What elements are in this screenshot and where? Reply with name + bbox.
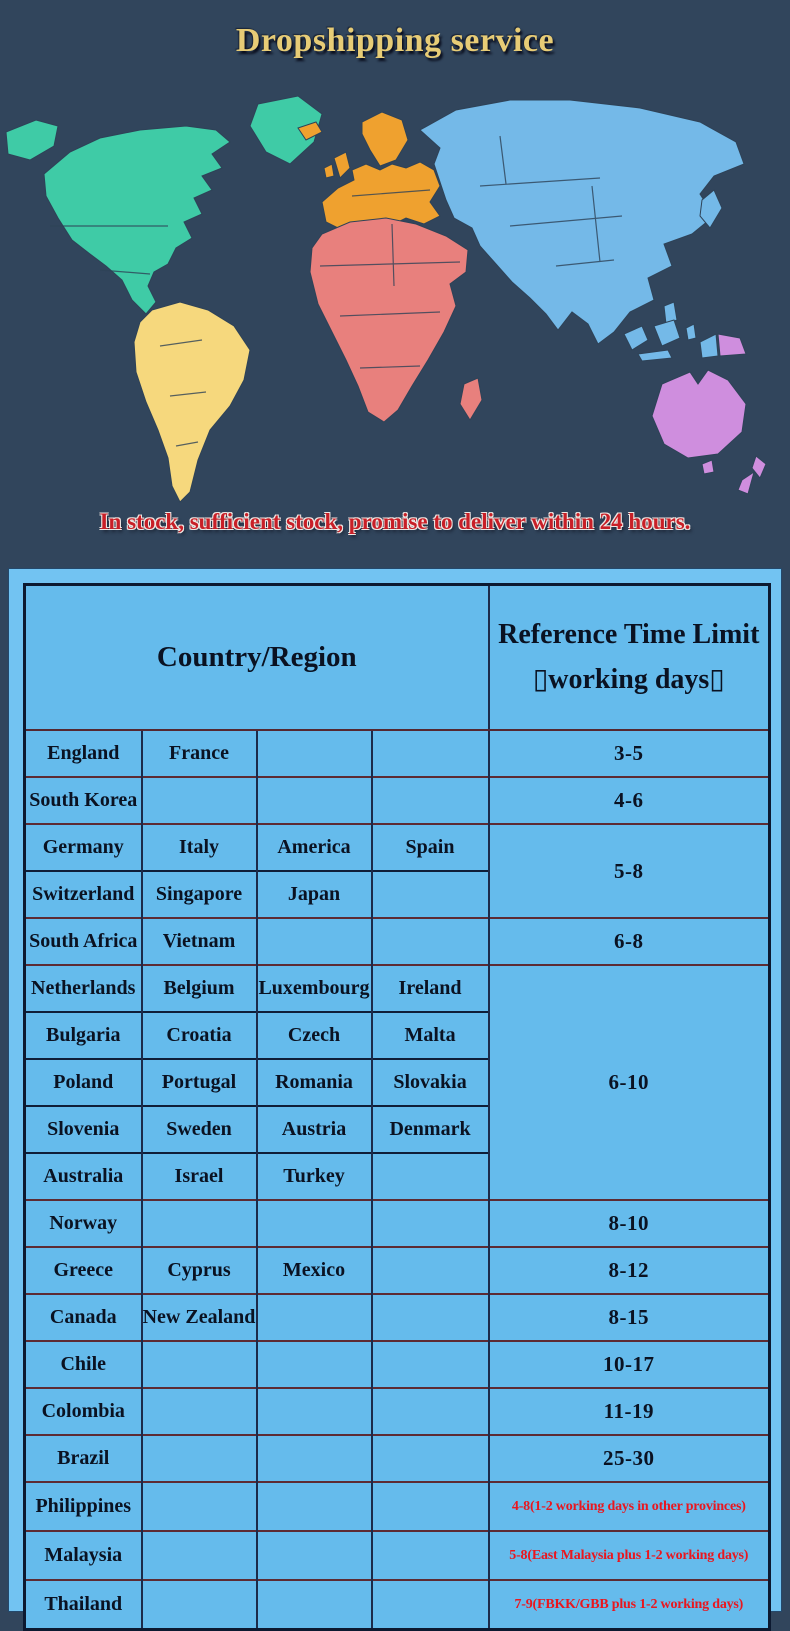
- country-cell: [142, 1531, 257, 1580]
- time-limit-cell: 8-10: [489, 1200, 770, 1247]
- country-cell: Colombia: [25, 1388, 142, 1435]
- country-cell: [257, 1200, 372, 1247]
- continent-north-america: [6, 96, 322, 314]
- time-limit-cell: 8-12: [489, 1247, 770, 1294]
- country-cell: Czech: [257, 1012, 372, 1059]
- time-limit-header-line2: ▯working days▯: [532, 663, 725, 695]
- time-limit-cell: 7-9(FBKK/GBB plus 1-2 working days): [489, 1580, 770, 1630]
- country-cell: Croatia: [142, 1012, 257, 1059]
- country-cell: [372, 1341, 489, 1388]
- country-cell: [372, 871, 489, 918]
- time-limit-cell: 4-8(1-2 working days in other provinces): [489, 1482, 770, 1531]
- country-cell: Italy: [142, 824, 257, 871]
- world-map: [0, 66, 790, 511]
- country-cell: [372, 1435, 489, 1482]
- country-cell: [257, 1531, 372, 1580]
- country-cell: Thailand: [25, 1580, 142, 1630]
- country-cell: Spain: [372, 824, 489, 871]
- country-cell: [142, 1388, 257, 1435]
- country-cell: Sweden: [142, 1106, 257, 1153]
- country-cell: [257, 1482, 372, 1531]
- country-cell: [257, 918, 372, 965]
- continent-africa: [310, 218, 482, 422]
- table-row: [25, 1341, 770, 1388]
- country-cell: [257, 1580, 372, 1630]
- table-row: [25, 1531, 770, 1580]
- time-limit-header-line1: Reference Time Limit: [498, 618, 760, 650]
- country-cell: [257, 1294, 372, 1341]
- country-cell: Canada: [25, 1294, 142, 1341]
- country-cell: [372, 1482, 489, 1531]
- time-limit-cell: 11-19: [489, 1388, 770, 1435]
- country-cell: [257, 730, 372, 777]
- country-cell: [142, 1341, 257, 1388]
- country-cell: Malta: [372, 1012, 489, 1059]
- country-cell: [372, 1200, 489, 1247]
- country-cell: Mexico: [257, 1247, 372, 1294]
- country-cell: Singapore: [142, 871, 257, 918]
- continent-asia: [420, 100, 744, 361]
- country-cell: South Africa: [25, 918, 142, 965]
- table-row: [25, 1580, 770, 1630]
- table-row: [25, 1435, 770, 1482]
- country-cell: [372, 1531, 489, 1580]
- country-cell: Portugal: [142, 1059, 257, 1106]
- shipping-times-table: [23, 583, 771, 1631]
- country-cell: Denmark: [372, 1106, 489, 1153]
- table-row: [25, 730, 770, 777]
- country-cell: [372, 1388, 489, 1435]
- shipping-table-panel: [8, 568, 782, 1615]
- time-limit-cell: 25-30: [489, 1435, 770, 1482]
- country-cell: England: [25, 730, 142, 777]
- country-cell: [142, 777, 257, 824]
- country-cell: [142, 1200, 257, 1247]
- country-cell: South Korea: [25, 777, 142, 824]
- country-cell: [372, 1294, 489, 1341]
- country-cell: [257, 777, 372, 824]
- country-cell: Belgium: [142, 965, 257, 1012]
- country-cell: Malaysia: [25, 1531, 142, 1580]
- time-limit-cell: 3-5: [489, 730, 770, 777]
- time-limit-cell: 10-17: [489, 1341, 770, 1388]
- time-limit-cell: 6-10: [489, 965, 770, 1200]
- country-cell: Slovakia: [372, 1059, 489, 1106]
- country-cell: Slovenia: [25, 1106, 142, 1153]
- country-cell: [372, 1247, 489, 1294]
- country-cell: Ireland: [372, 965, 489, 1012]
- country-cell: Australia: [25, 1153, 142, 1200]
- country-cell: Germany: [25, 824, 142, 871]
- continent-south-america: [134, 302, 250, 502]
- country-cell: Philippines: [25, 1482, 142, 1531]
- country-cell: [372, 1580, 489, 1630]
- continent-europe: [298, 112, 440, 228]
- country-cell: Chile: [25, 1341, 142, 1388]
- country-cell: Cyprus: [142, 1247, 257, 1294]
- country-cell: Switzerland: [25, 871, 142, 918]
- country-cell: Romania: [257, 1059, 372, 1106]
- country-cell: Austria: [257, 1106, 372, 1153]
- country-cell: Greece: [25, 1247, 142, 1294]
- country-cell: [372, 777, 489, 824]
- country-cell: [372, 918, 489, 965]
- page-title: Dropshipping service: [235, 22, 555, 59]
- table-row: [25, 1200, 770, 1247]
- country-cell: [372, 1153, 489, 1200]
- country-cell: Bulgaria: [25, 1012, 142, 1059]
- table-row: [25, 1482, 770, 1531]
- country-cell: Brazil: [25, 1435, 142, 1482]
- table-row: [25, 1388, 770, 1435]
- country-cell: Poland: [25, 1059, 142, 1106]
- country-cell: France: [142, 730, 257, 777]
- table-row: [25, 777, 770, 824]
- country-cell: America: [257, 824, 372, 871]
- country-cell: Israel: [142, 1153, 257, 1200]
- country-cell: [142, 1580, 257, 1630]
- country-cell: Japan: [257, 871, 372, 918]
- table-row: [25, 1294, 770, 1341]
- country-cell: [257, 1388, 372, 1435]
- country-cell: [142, 1435, 257, 1482]
- country-cell: Turkey: [257, 1153, 372, 1200]
- country-cell: [142, 1482, 257, 1531]
- country-cell: Norway: [25, 1200, 142, 1247]
- table-body: [25, 730, 770, 1630]
- country-cell: Luxembourg: [257, 965, 372, 1012]
- table-row: [25, 918, 770, 965]
- table-row: [25, 824, 770, 871]
- time-limit-cell: 5-8(East Malaysia plus 1-2 working days): [489, 1531, 770, 1580]
- time-limit-cell: 8-15: [489, 1294, 770, 1341]
- stock-promise-caption: In stock, sufficient stock, promise to deliver within 24 hours.: [99, 509, 691, 534]
- country-cell: Vietnam: [142, 918, 257, 965]
- country-cell: [372, 730, 489, 777]
- time-limit-cell: 5-8: [489, 824, 770, 918]
- country-region-header: Country/Region: [25, 585, 489, 731]
- country-cell: Netherlands: [25, 965, 142, 1012]
- table-header-row: [25, 585, 770, 731]
- world-map-container: [0, 66, 790, 511]
- country-cell: [257, 1435, 372, 1482]
- country-cell: New Zealand: [142, 1294, 257, 1341]
- country-cell: [257, 1341, 372, 1388]
- time-limit-cell: 6-8: [489, 918, 770, 965]
- time-limit-cell: 4-6: [489, 777, 770, 824]
- table-row: [25, 965, 770, 1012]
- time-limit-header: [489, 585, 770, 731]
- table-row: [25, 1247, 770, 1294]
